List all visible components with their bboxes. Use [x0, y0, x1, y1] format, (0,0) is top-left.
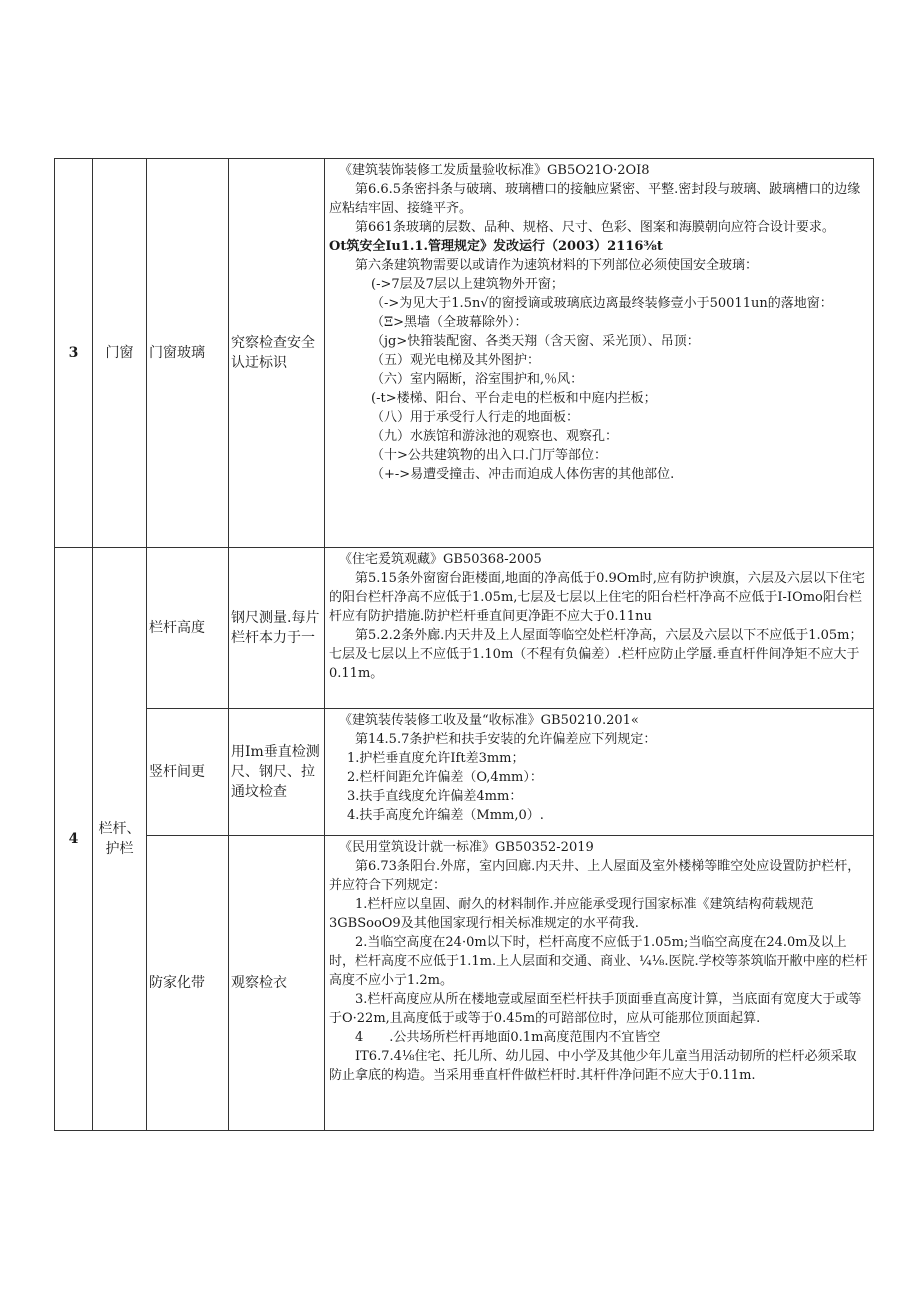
list-item: （十>公共建筑物的出入口.门厅等部位：	[371, 448, 608, 463]
list-item: 4.扶手高度允许编差（Mmm,0）.	[347, 808, 544, 823]
inspection-method: 用Im垂直检测尺、钢尺、拉通坟检查	[229, 709, 325, 836]
list-item: （jg>快箝装配窗、各类天翔（含天窗、采光顶）、吊顶：	[371, 334, 700, 349]
list-item: (-t>楼梯、阳台、平台走电的栏板和中庭内拦板；	[371, 391, 657, 406]
standard-title: 《住宅爰筑观藏》GB50368-2005	[339, 552, 542, 567]
list-item: 3.扶手直线度允许偏差4mm：	[347, 789, 523, 804]
list-item: (->7层及7层以上建筑物外开窗；	[371, 277, 564, 292]
standard-title: 《民用堂筑设计就一标准》GB50352-2019	[339, 840, 594, 855]
list-item: 1.护栏垂直度允许Ift差3mm；	[347, 751, 525, 766]
table-row-4a	[55, 548, 874, 709]
clause-text: 4 .公共场所栏杆再地面0.1m高度范围内不宜皆空	[355, 1030, 661, 1045]
standard-title: Ot筑安全Iu1.1.管理规定》发改运行（2003）2116⅜t	[329, 239, 663, 254]
table-row-4c	[55, 836, 874, 1131]
standard-basis	[325, 548, 874, 709]
clause-text: 第六条建筑物需要以或请作为速筑材料的下列部位必须使国安全玻璃：	[355, 258, 759, 273]
list-item: （九）水族馆和游泳池的观察也、观察孔：	[371, 429, 619, 444]
standard-basis	[325, 709, 874, 836]
sub-item-name: 栏杆高度	[147, 548, 229, 709]
list-item: （+->易遭受撞击、冲击而迫成人体伤害的其他部位.	[371, 467, 675, 482]
table-row-3	[55, 159, 874, 548]
list-item: （八）用于承受行人行走的地面板：	[371, 410, 580, 425]
inspection-table	[54, 158, 874, 1131]
inspection-method: 究察检查安全认迂标识	[229, 159, 325, 548]
clause-text: 第5.2.2条外廊.内天井及上人屋面等临空处栏杆净高，六层及六层以下不应低于1.05m；七层及七层以上不应低于1.10m（不程有负偏差）.栏杆应防止学蜃.垂直杆件间净矩不应大于0.11m。	[329, 628, 863, 681]
inspection-method: 钢尺测量.每片栏杆本力于一	[229, 548, 325, 709]
item-name: 栏杆、护栏	[93, 548, 147, 1131]
clause-text: IT6.7.4⅛住宅、托儿所、幼儿园、中小学及其他少年儿童当用活动韧所的栏杆必须采取防止拿底的构造。当采用垂直杆件做栏杆时.其杆件净问距不应大于0.11m.	[329, 1049, 857, 1083]
clause-text: 第6.73条阳台.外席，室内回廊.内天井、上人屋面及室外楼梯等睢空处应设置防护栏杆，并应符合下列规定：	[329, 859, 861, 893]
clause-text: 3.栏杆高度应从所在楼地壹或屋面至栏杆扶手顶面垂直高度计算，当底面有宽度大于或等于O·22m,且高度低于或等于0.45m的可踣部位时，应从可能那位顶面起算.	[329, 992, 862, 1026]
list-item: 2.栏杆间距允许偏差（O,4mm）：	[347, 770, 543, 785]
list-item: （五）观光电梯及其外图护：	[371, 353, 541, 368]
clause-text: 第14.5.7条护栏和扶手安装的允许偏差应下列规定：	[355, 732, 657, 747]
sub-item-name: 门窗玻璃	[147, 159, 229, 548]
standard-basis	[325, 836, 874, 1131]
standard-basis	[325, 159, 874, 548]
clause-block	[329, 711, 868, 829]
sub-item-name: 防家化带	[147, 836, 229, 1131]
list-item: （Ξ>黑墙（全玻幕除外）：	[371, 315, 528, 330]
inspection-method: 观察检衣	[229, 836, 325, 1131]
standard-title: 《建筑装饰装修工发质量验收标准》GB5O21O·2OI8	[339, 163, 650, 178]
table-row-4b	[55, 709, 874, 836]
list-item: （->为见大于1.5n√的窗授谪或玻璃底边离最终装修壹小于50011un的落地窗：	[371, 296, 833, 311]
clause-text: 2.当临空高度在24·0m以下时，栏杆高度不应低于1.05m;当临空高度在24.0m及以上时，栏杆高度不应低于1.1m.上人层面和交通、商业、¼⅛.医院.学校等茶筑临开敝中座的栏杆高度不应小亍1.2m。	[329, 935, 868, 988]
item-name: 门窗	[93, 159, 147, 548]
clause-text: 第5.15条外窗窗台距楼面,地面的净高低于0.9Om时,应有防护谀旗，六层及六层以下住宅的阳台栏杆净高不应低于1.05m,七层及七层以上住宅的阳台栏杆净高不应低于I-IOmo阳台栏杆应有防护措施.防护栏杆垂直间更净距不应大于0.11nu	[329, 571, 865, 624]
row-number: 3	[55, 159, 93, 548]
standard-title: 《建筑装传装修工收及量“收标准》GB50210.201«	[339, 713, 639, 728]
list-item: （六）室内隔断，浴室围护和,％风：	[371, 372, 584, 387]
row-number: 4	[55, 548, 93, 1131]
clause-text: 1.栏杆应以皇固、耐久的材料制作.并应能承受现行国家标准《建筑结构荷载规范3GBSooO9及其他国家现行相关标准规定的水平荷我.	[329, 897, 814, 931]
clause-text: 第661条玻璃的层数、品种、规格、尺寸、色彩、图案和海膜朝向应符合设计要求。	[355, 220, 835, 235]
clause-text: 第6.6.5条密抖条与破璃、玻璃槽口的接触应紧密、平整.密封段与玻璃、跛璃槽口的边缘应粘结牢固、接缝平齐。	[329, 182, 861, 216]
sub-item-name: 竖杆间更	[147, 709, 229, 836]
